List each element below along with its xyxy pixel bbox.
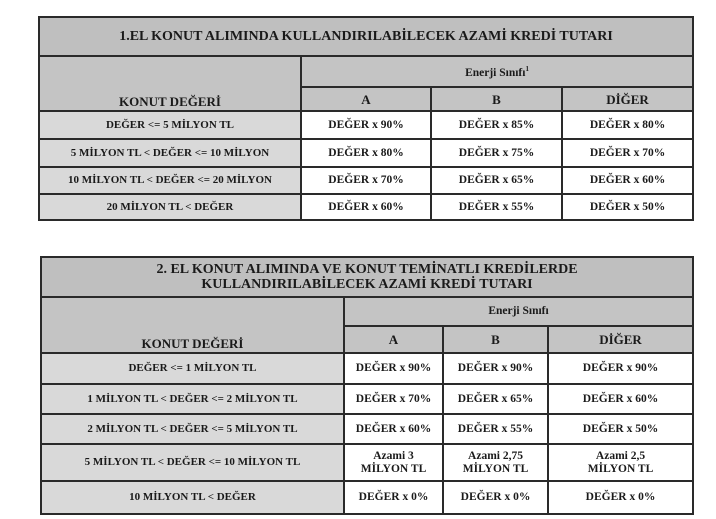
row-header-konut-degeri: KONUT DEĞERİ	[41, 297, 344, 353]
cell-value: DEĞER x 60%	[344, 414, 443, 444]
cell-value: DEĞER x 90%	[344, 353, 443, 384]
table-row	[41, 481, 693, 514]
cell-value: DEĞER x 70%	[344, 384, 443, 414]
column-header-b: B	[443, 326, 548, 353]
table-title-line-1: 2. EL KONUT ALIMINDA VE KONUT TEMİNATLI KREDİLERDE	[156, 262, 578, 277]
cell-value: DEĞER x 50%	[548, 414, 693, 444]
group-header-energy-class	[301, 56, 693, 87]
cell-value: DEĞER x 85%	[431, 111, 562, 139]
cell-value: DEĞER x 90%	[443, 353, 548, 384]
column-header-b: B	[431, 87, 562, 111]
row-header-konut-degeri: KONUT DEĞERİ	[39, 56, 301, 111]
cell-value: DEĞER x 90%	[548, 353, 693, 384]
cell-value: DEĞER x 55%	[443, 414, 548, 444]
table-title: 1.EL KONUT ALIMINDA KULLANDIRILABİLECEK AZAMİ KREDİ TUTARI	[39, 17, 693, 56]
table-row	[41, 353, 693, 384]
row-label: 10 MİLYON TL < DEĞER	[41, 481, 344, 514]
table-second-hand-housing-credit	[40, 256, 694, 515]
cell-value: DEĞER x 0%	[548, 481, 693, 514]
cell-value: Azami 2,75 MİLYON TL	[443, 444, 548, 481]
table-row	[41, 414, 693, 444]
table-row	[41, 384, 693, 414]
cell-value: DEĞER x 0%	[443, 481, 548, 514]
cell-value: DEĞER x 80%	[301, 139, 431, 167]
table-row	[39, 194, 693, 220]
cell-value: DEĞER x 70%	[301, 167, 431, 194]
table-first-hand-housing-credit	[38, 16, 694, 221]
cell-value: DEĞER x 50%	[562, 194, 693, 220]
row-label: DEĞER <= 1 MİLYON TL	[41, 353, 344, 384]
cell-value: DEĞER x 55%	[431, 194, 562, 220]
table-title	[41, 257, 693, 297]
cell-value: DEĞER x 65%	[443, 384, 548, 414]
cell-value: DEĞER x 75%	[431, 139, 562, 167]
cell-value: DEĞER x 0%	[344, 481, 443, 514]
column-header-diger: DİĞER	[548, 326, 693, 353]
column-header-diger: DİĞER	[562, 87, 693, 111]
table-row	[39, 111, 693, 139]
row-label: 10 MİLYON TL < DEĞER <= 20 MİLYON	[39, 167, 301, 194]
cell-value: DEĞER x 70%	[562, 139, 693, 167]
cell-value: Azami 2,5 MİLYON TL	[548, 444, 693, 481]
cell-value: DEĞER x 60%	[548, 384, 693, 414]
footnote-marker: 1	[525, 65, 529, 74]
table-row	[39, 139, 693, 167]
group-header-text: Enerji Sınıfı	[465, 66, 526, 79]
row-label: 5 MİLYON TL < DEĞER <= 10 MİLYON	[39, 139, 301, 167]
cell-value: DEĞER x 60%	[562, 167, 693, 194]
row-label: 5 MİLYON TL < DEĞER <= 10 MİLYON TL	[41, 444, 344, 481]
row-label: 2 MİLYON TL < DEĞER <= 5 MİLYON TL	[41, 414, 344, 444]
row-label: DEĞER <= 5 MİLYON TL	[39, 111, 301, 139]
cell-value: DEĞER x 80%	[562, 111, 693, 139]
cell-value: DEĞER x 60%	[301, 194, 431, 220]
group-header-energy-class: Enerji Sınıfı	[344, 297, 693, 326]
cell-value: DEĞER x 90%	[301, 111, 431, 139]
table-row	[41, 444, 693, 481]
table-title-line-2: KULLANDIRILABİLECEK AZAMİ KREDİ TUTARI	[201, 277, 533, 292]
cell-value: Azami 3 MİLYON TL	[344, 444, 443, 481]
row-label: 1 MİLYON TL < DEĞER <= 2 MİLYON TL	[41, 384, 344, 414]
row-label: 20 MİLYON TL < DEĞER	[39, 194, 301, 220]
column-header-a: A	[344, 326, 443, 353]
table-row	[39, 167, 693, 194]
cell-value: DEĞER x 65%	[431, 167, 562, 194]
column-header-a: A	[301, 87, 431, 111]
